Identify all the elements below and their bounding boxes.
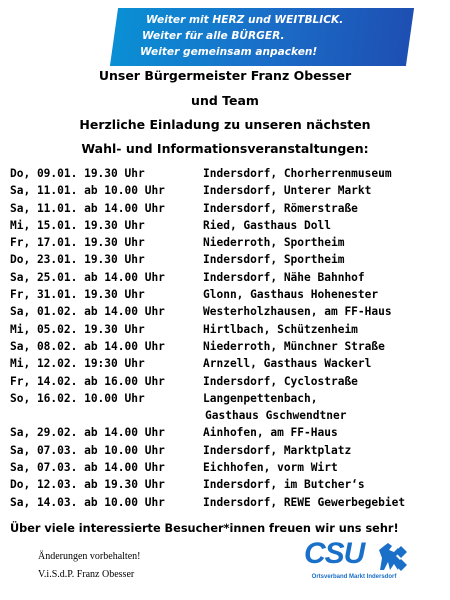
event-place: Niederroth, Münchner Straße xyxy=(203,339,385,353)
event-date: Sa, 11.01. ab 14.00 Uhr xyxy=(10,201,165,215)
slogan-line-1: Weiter mit HERZ und WEITBLICK. xyxy=(146,14,344,26)
event-row xyxy=(10,442,440,459)
event-place: Indersdorf, Sportheim xyxy=(203,253,345,267)
event-place: Indersdorf, Unterer Markt xyxy=(203,184,372,198)
visdp-note: V.i.S.d.P. Franz Obesser xyxy=(38,569,135,580)
event-row xyxy=(10,494,440,511)
event-row-continuation xyxy=(10,407,440,424)
event-date: Sa, 07.03. ab 10.00 Uhr xyxy=(10,443,165,457)
event-date: Sa, 01.02. ab 14.00 Uhr xyxy=(10,305,165,319)
event-place: Langenpettenbach, xyxy=(203,391,318,405)
event-row xyxy=(10,373,440,390)
event-row xyxy=(10,234,440,251)
event-place: Indersdorf, REWE Gewerbegebiet xyxy=(203,495,406,509)
event-date: Sa, 25.01. ab 14.00 Uhr xyxy=(10,270,165,284)
csu-wordmark: CSU xyxy=(304,537,365,570)
heading-team: und Team xyxy=(191,93,259,108)
event-date: Do, 09.01. 19.30 Uhr xyxy=(10,167,145,180)
lion-icon xyxy=(374,540,408,574)
event-row xyxy=(10,251,440,268)
slogan-line-3: Weiter gemeinsam anpacken! xyxy=(140,46,318,58)
csu-logo xyxy=(298,538,410,588)
event-row xyxy=(10,303,440,320)
event-place: Westerholzhausen, am FF-Haus xyxy=(203,305,392,319)
event-row xyxy=(10,286,440,303)
heading-invitation: Herzliche Einladung zu unseren nächsten xyxy=(79,117,371,132)
event-place: Niederroth, Sportheim xyxy=(203,236,345,250)
event-date: Do, 23.01. 19.30 Uhr xyxy=(10,253,145,267)
event-date: Mi, 12.02. 19:30 Uhr xyxy=(10,357,145,371)
event-date: Sa, 08.02. ab 14.00 Uhr xyxy=(10,339,165,353)
event-place: Indersdorf, Römerstraße xyxy=(203,201,358,215)
event-row xyxy=(10,182,440,199)
slogan-line-2: Weiter für alle BÜRGER. xyxy=(142,30,285,42)
event-list xyxy=(10,165,440,511)
slogan-text xyxy=(140,12,406,60)
event-row xyxy=(10,459,440,476)
event-row xyxy=(10,476,440,493)
event-place: Ried, Gasthaus Doll xyxy=(203,218,331,232)
event-row xyxy=(10,269,440,286)
event-row xyxy=(10,200,440,217)
event-place: Indersdorf, Cyclostraße xyxy=(203,374,358,388)
heading-events: Wahl- und Informationsveranstaltungen: xyxy=(81,141,369,156)
heading-mayor: Unser Bürgermeister Franz Obesser xyxy=(98,68,352,83)
event-row xyxy=(10,321,440,338)
event-row xyxy=(10,390,440,407)
event-place: Gasthaus Gschwendtner xyxy=(205,409,347,423)
event-place: Eichhofen, vorm Wirt xyxy=(203,461,338,475)
event-place: Indersdorf, Marktplatz xyxy=(203,443,352,457)
event-row xyxy=(10,217,440,234)
event-date: Sa, 14.03. ab 10.00 Uhr xyxy=(10,495,165,509)
event-place: Arnzell, Gasthaus Wackerl xyxy=(203,357,372,371)
event-row xyxy=(10,165,440,182)
event-date: Mi, 15.01. 19.30 Uhr xyxy=(10,218,145,232)
event-row xyxy=(10,355,440,372)
event-place: Indersdorf, Chorherrenmuseum xyxy=(203,167,392,180)
event-date: Do, 12.03. ab 19.30 Uhr xyxy=(10,478,165,492)
csu-subtitle: Ortsverband Markt Indersdorf xyxy=(311,574,397,580)
changes-note: Änderungen vorbehalten! xyxy=(38,551,141,562)
closing-message: Über viele interessierte Besucher*innen freuen wir uns sehr! xyxy=(10,522,399,535)
event-date: So, 16.02. 10.00 Uhr xyxy=(10,391,145,405)
event-place: Glonn, Gasthaus Hohenester xyxy=(203,288,379,302)
event-place: Ainhofen, am FF-Haus xyxy=(203,426,338,440)
event-place: Hirtlbach, Schützenheim xyxy=(203,322,358,336)
event-row xyxy=(10,424,440,441)
event-date: Fr, 14.02. ab 16.00 Uhr xyxy=(10,374,165,388)
event-place: Indersdorf, im Butcher‘s xyxy=(203,478,365,492)
event-date: Fr, 17.01. 19.30 Uhr xyxy=(10,236,145,250)
event-date: Mi, 05.02. 19.30 Uhr xyxy=(10,322,145,336)
event-row xyxy=(10,338,440,355)
event-date: Sa, 29.02. ab 14.00 Uhr xyxy=(10,426,165,440)
event-date: Sa, 11.01. ab 10.00 Uhr xyxy=(10,184,165,198)
event-date: Fr, 31.01. 19.30 Uhr xyxy=(10,288,145,302)
event-date: Sa, 07.03. ab 14.00 Uhr xyxy=(10,461,165,475)
event-place: Indersdorf, Nähe Bahnhof xyxy=(203,270,365,284)
